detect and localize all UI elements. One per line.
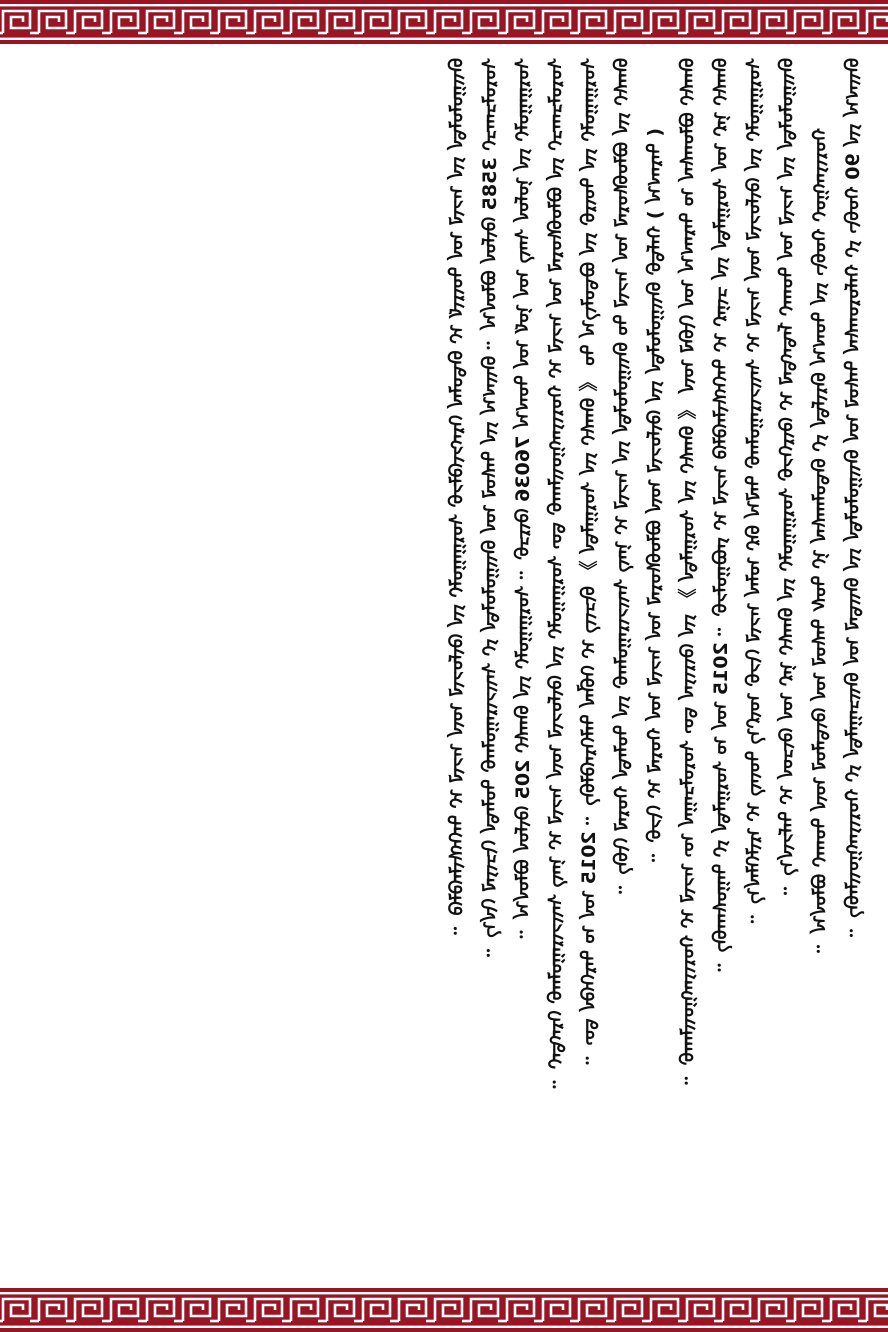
document-body xyxy=(18,44,870,1288)
text-column-5: ᠪᠠᠭᠰᠢ ᠨᠠᠷ ᠤᠨ ᠰᠤᠷᠭᠠᠯᠲᠠ ᠶᠢᠨ ᠴᠢᠨᠠᠷ ᠢ ᠳᠡᠭᠡᠭᠰᠢᠯᠡᠭᠦᠯᠬᠦ ᠠᠵᠢᠯ ᠢ ᠶᠠᠪᠤᠭᠤᠯᠵᠤ ᠃ 2015 ᠤᠨ ᠤ ᠰᠤᠷᠭᠠᠯᠲᠠ ᠶᠢ ᠳᠠᠭᠤᠰᠬᠠᠪᠠ ᠃ xyxy=(710,58,732,972)
text-column-6: ᠪᠠᠭᠰᠢ ᠪᠤᠯᠤᠭᠰᠠᠨ ᠤ ᠳᠠᠷᠠᠭ᠎ᠠ ᠤᠨ ᠬᠢᠪᠡᠯ ᠦᠨ 《 ᠪᠠᠭᠰᠢ ᠶᠢᠨ ᠰᠤᠷᠭᠠᠯᠲᠠ 》 ᠶᠢᠨ ᠬᠦᠷᠢᠶᠡᠨ ᠳᠦ ᠰᠤᠷᠤᠯᠴᠠᠭᠠᠨ ᠦ ᠠᠵᠢᠯ ᠢ ᠬᠤᠷᠢᠶᠠᠩᠭᠤᠢᠯᠠᠬᠤ ᠃ xyxy=(677,58,699,1085)
text-column-8: ᠪᠠᠭᠰᠢ ᠶᠢᠨ ᠪᠤᠯᠤᠪᠰᠤᠷᠠᠯ ᠤᠨ ᠠᠵᠢᠯ ᠲᠤ ᠪᠠᠢᠭᠤᠯᠤᠯᠲᠠ ᠶᠢᠨ ᠠᠵᠢᠯ ᠢ ᠨᠡᠩ ᠰᠠᠢᠵᠢᠷᠠᠭᠤᠯᠬᠤ ᠶᠢᠨ ᠲᠤᠯᠠᠳᠠ ᠬᠤᠷᠠᠯ ᠬᠢᠪᠡ ᠃ xyxy=(611,58,633,894)
decorative-bottom-border xyxy=(0,1288,888,1332)
text-column-9: ᠰᠤᠷᠭᠠᠭᠤᠯᠢ ᠶᠢᠨ ᠲᠦᠷᠦ ᠶᠢᠨ ᠪᠤᠳᠤᠯᠭ᠎ᠠ ᠲᠤ 《 ᠪᠠᠭᠰᠢ ᠶᠢᠨ ᠰᠤᠷᠭᠠᠯᠲᠠ 》 ᠪᠢᠴᠢᠭ ᠢ ᠬᠡᠪᠯᠡᠨ ᠳᠡᠯᠭᠡᠷᠡᠭᠦᠯᠪᠡ ᠃ 2015 ᠤᠨ ᠤ ᠲᠡᠷᠭᠡᠭᠦᠨ ᠳᠦ ᠃ xyxy=(578,58,600,1065)
text-column-7: ( ᠳᠠᠷᠠᠭ᠎ᠠ ) ᠬᠠᠮᠲᠤ ᠪᠠᠢᠭᠤᠯᠤᠯᠲᠠ ᠶᠢᠨ ᠬᠦᠮᠦᠵᠢᠯ ᠦᠨ ᠪᠤᠯᠤᠪᠰᠤᠷᠠᠯ ᠤᠨ ᠠᠵᠢᠯ ᠤᠨ ᠬᠤᠷᠠᠯ ᠢ ᠬᠢᠵᠦ ᠃ xyxy=(644,128,666,862)
vertical-text-columns xyxy=(18,44,870,1288)
text-column-2: ᠬᠤᠷᠢᠶᠠᠩᠭᠤᠢ ᠬᠤᠪᠢ ᠶᠢᠨ ᠲᠤᠭ᠎ᠠ ᠪᠠᠷᠢᠮᠲᠠ ᠶᠢ ᠪᠠᠲᠤᠯᠠᠭᠰᠠᠨ ᠨᠢ ᠲᠤᠰ ᠳᠠᠰᠤᠯ ᠤᠨ ᠬᠦᠳᠡᠯᠦᠯ ᠦᠨ ᠲᠤᠬᠠᠢ ᠪᠤᠯᠤᠨ᠎ᠠ ᠃ xyxy=(809,128,831,953)
text-column-4: ᠰᠤᠷᠭᠠᠭᠤᠯᠢ ᠶᠢᠨ ᠬᠦᠮᠦᠵᠢᠯ ᠦᠨ ᠠᠵᠢᠯ ᠢ ᠰᠠᠢᠵᠢᠷᠠᠭᠤᠯᠬᠤ ᠲᠠᠯ᠎ᠠ ᠪᠡᠷ ᠤᠯᠠᠨ ᠠᠵᠢᠯ ᠬᠢᠵᠦ ᠦᠷ᠎ᠡ ᠳᠦᠩ ᠢ ᠡᠷᠢᠯᠬᠡᠯᠡᠨ᠎ᠡ ᠃ xyxy=(743,58,765,924)
text-column-3: ᠪᠠᠢᠭᠤᠯᠤᠯᠲᠠ ᠶᠢᠨ ᠠᠵᠢᠯ ᠤᠨ ᠲᠤᠬᠠᠢ ᠮᠡᠳᠡᠭᠳᠡᠯ ᠢ ᠬᠦᠷᠭᠡᠵᠦ ᠰᠤᠷᠭᠠᠭᠤᠯᠢ ᠶᠢᠨ ᠪᠠᠭᠰᠢ ᠨᠠᠷ ᠤᠨ ᠬᠦᠴᠦᠨ ᠢ ᠳᠡᠮᠵᠢᠨ᠎ᠡ ᠃ xyxy=(776,58,798,895)
text-column-12: ᠰᠤᠷᠤᠯᠴᠠᠭᠴᠢ 3585 ᠬᠦᠮᠦᠨ ᠪᠤᠯᠤᠨ᠎ᠠ ᠃ ᠪᠠᠢᠭ᠎ᠠ ᠶᠢᠨ ᠳᠠᠰᠤᠯ ᠤᠨ ᠪᠠᠢᠭᠤᠯᠤᠯᠲᠠ ᠶᠢ ᠰᠠᠢᠵᠢᠷᠠᠭᠤᠯᠬᠤ ᠲᠤᠯᠠᠳᠠ ᠬᠢᠴᠢᠶᠡᠯ ᠬᠢᠨ᠎ᠡ ᠃ xyxy=(479,58,501,957)
decorative-top-border xyxy=(0,0,888,44)
text-column-10: ᠰᠤᠷᠤᠯᠴᠠᠭᠴᠢ ᠶᠢᠨ ᠪᠤᠯᠤᠪᠰᠤᠷᠠᠯ ᠤᠨ ᠠᠵᠢᠯ ᠢ ᠬᠤᠷᠢᠶᠠᠩᠭᠤᠢᠯᠠᠬᠤ ᠳᠦ ᠰᠤᠷᠭᠠᠭᠤᠯᠢ ᠶᠢᠨ ᠬᠦᠮᠦᠵᠢᠯ ᠦᠨ ᠠᠵᠢᠯ ᠢ ᠨᠡᠩ ᠰᠠᠢᠵᠢᠷᠠᠭᠤᠯᠬᠤ ᠬᠡᠷᠡᠭᠲᠡᠢ ᠃ xyxy=(545,58,567,1089)
text-column-13: ᠪᠠᠢᠭᠤᠯᠤᠯᠲᠠ ᠶᠢᠨ ᠠᠵᠢᠯ ᠤᠨ ᠳᠦᠷᠢᠮ ᠢ ᠪᠠᠲᠤᠯᠠᠨ ᠬᠡᠷᠡᠭᠵᠢᠭᠦᠯᠵᠦ ᠰᠤᠷᠭᠠᠭᠤᠯᠢ ᠶᠢᠨ ᠬᠦᠮᠦᠵᠢᠯ ᠦᠨ ᠠᠵᠢᠯ ᠢ ᠳᠡᠭᠡᠭᠰᠢᠯᠡᠭᠦᠯᠬᠦ ᠃ xyxy=(446,58,468,935)
text-column-1: ᠪᠠᠢᠭ᠎ᠠ ᠶᠢᠨ 90 ᠬᠤᠪᠢ ᠶᠢ ᠬᠠᠮᠤᠷᠤᠭᠰᠠᠨ ᠳᠠᠰᠤᠯ ᠤᠨ ᠪᠠᠢᠭᠤᠯᠤᠯᠲᠠ ᠶᠢᠨ ᠪᠠᠢᠳᠠᠯ ᠤᠨ ᠪᠠᠢᠴᠠᠭᠠᠯᠲᠠ ᠶᠢ ᠬᠤᠷᠢᠶᠠᠩᠭᠤᠢᠯᠠᠪᠠ ᠃ xyxy=(842,58,864,937)
text-column-11: ᠰᠤᠷᠭᠠᠭᠤᠯᠢ ᠶᠢᠨ ᠨᠣᠮᠤᠨ ᠰᠠᠩ ᠤᠨ ᠨᠣᠮ ᠤᠨ ᠲᠤᠭ᠎ᠠ 76036 ᠬᠦᠷᠴᠦ ᠃ ᠰᠤᠷᠭᠠᠭᠤᠯᠢ ᠶᠢᠨ ᠪᠠᠭᠰᠢ 205 ᠬᠦᠮᠦᠨ ᠪᠤᠯᠤᠨ᠎ᠠ ᠃ xyxy=(512,58,534,939)
